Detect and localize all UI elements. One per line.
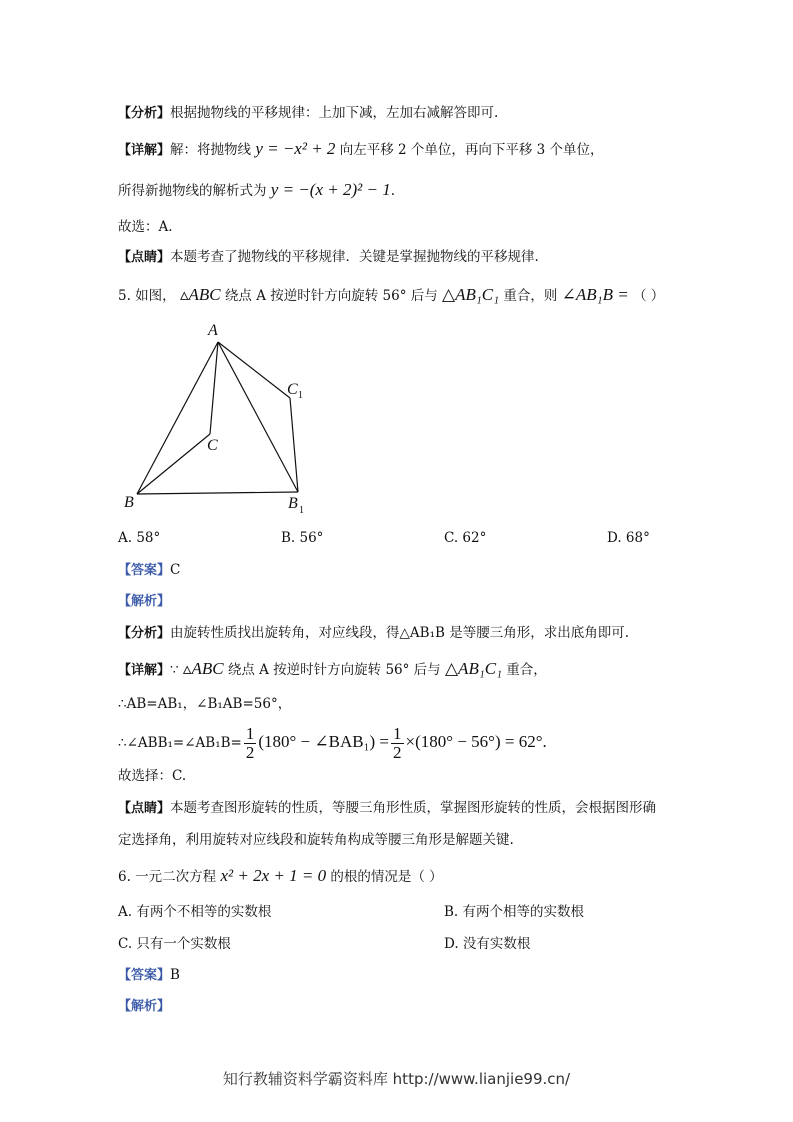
q5-option-b[interactable]: B. 56° — [281, 530, 324, 546]
comment-text: 本题考查了抛物线的平移规律．关键是掌握抛物线的平移规律. — [170, 249, 539, 265]
segment-cb — [137, 434, 210, 494]
q5-explain — [118, 591, 170, 612]
detail-tag: 【详解】 — [118, 143, 171, 158]
question-number: 5. 如图， — [118, 288, 176, 304]
q5-detail — [118, 659, 547, 681]
q6-explain — [118, 996, 170, 1017]
analysis-text: 根据抛物线的平移规律：上加下减，左加右减解答即可. — [170, 105, 499, 121]
analysis-text: 由旋转性质找出旋转角，对应线段，得△AB₁B 是等腰三角形，求出底角即可. — [170, 625, 629, 641]
q5-stem — [118, 285, 664, 306]
label-c1-sub: 1 — [298, 390, 303, 401]
segment-bb1 — [137, 492, 298, 494]
q5-choice: 故选择：C. — [118, 768, 187, 784]
answer-paren: （ ） — [632, 288, 665, 304]
result-formula: y = −(x + 2)² − 1 — [270, 180, 391, 199]
rotation-figure — [110, 318, 330, 518]
answer-tag: 【答案】 — [118, 968, 171, 983]
stem-text: 绕点 A 按逆时针方向旋转 56° 后与 — [224, 288, 438, 304]
q5-analysis — [118, 623, 629, 644]
q4-result — [118, 180, 395, 201]
parabola-formula: y = −x² + 2 — [255, 139, 336, 158]
comment-tag: 【点睛】 — [118, 250, 171, 265]
triangle-abc: ▵ABC — [179, 285, 221, 304]
detail-tag: 【详解】 — [118, 663, 171, 678]
q6-answer — [118, 965, 180, 986]
comment-text: 本题考查图形旋转的性质，等腰三角形性质，掌握图形旋转的性质，会根据图形确 — [170, 800, 657, 816]
answer-value: C — [170, 562, 181, 578]
footer-watermark: 知行教辅资料学霸资料库 http://www.lianjie99.cn/ — [222, 1070, 571, 1088]
answer-value: B — [170, 967, 180, 983]
equation-prefix: ∴∠ABB₁=∠AB₁B= — [118, 735, 242, 751]
segment-ab — [137, 342, 218, 494]
comment-tag: 【点睛】 — [118, 801, 171, 816]
stem-text: 的根的情况是（ ） — [330, 869, 443, 885]
q4-detail — [118, 139, 604, 161]
angle-ab1b: ∠AB₁B = — [561, 285, 629, 304]
fraction-half: $\frac{1}{2}$ — [245, 724, 255, 762]
q6-option-a[interactable]: A. 有两个不相等的实数根 — [118, 904, 272, 920]
triangle-ab1c1: △AB₁C₁ — [442, 285, 500, 304]
result-end: . — [390, 183, 395, 199]
q5-option-d[interactable]: D. 68° — [607, 530, 650, 546]
label-b1-sub: 1 — [299, 505, 304, 516]
analysis-tag: 【分析】 — [118, 626, 171, 641]
detail-text: 重合， — [506, 662, 547, 678]
explain-tag: 【解析】 — [118, 594, 171, 609]
segment-c1b1 — [290, 398, 298, 492]
answer-tag: 【答案】 — [118, 563, 171, 578]
q5-option-a[interactable]: A. 58° — [118, 530, 161, 546]
detail-text: 向左平移 2 个单位，再向下平移 3 个单位， — [339, 142, 604, 158]
q6-option-b[interactable]: B. 有两个相等的实数根 — [444, 904, 585, 920]
because-symbol: ∵ — [170, 662, 179, 678]
detail-text: 解：将抛物线 — [170, 142, 252, 158]
equation-end: ×(180° − 56°) = 62°. — [405, 732, 547, 751]
fraction-half: $\frac{1}{2}$ — [393, 724, 402, 762]
explain-tag: 【解析】 — [118, 999, 171, 1014]
q5-therefore-1: ∴AB=AB₁，∠B₁AB=56°， — [118, 696, 292, 712]
label-b: B — [124, 494, 134, 511]
q5-therefore-2 — [118, 723, 547, 762]
q4-analysis — [118, 103, 498, 124]
label-a: A — [208, 322, 218, 339]
q5-answer — [118, 560, 180, 581]
stem-text: 重合，则 — [503, 288, 558, 304]
q5-comment — [118, 798, 656, 819]
q4-choice: 故选：A. — [118, 219, 173, 235]
label-b1: B — [288, 495, 298, 512]
detail-text: 绕点 A 按逆时针方向旋转 56° 后与 — [227, 662, 441, 678]
q6-option-c[interactable]: C. 只有一个实数根 — [118, 936, 231, 952]
q4-comment — [118, 247, 539, 268]
result-text: 所得新抛物线的解析式为 — [118, 183, 267, 199]
triangle-abc: ▵ABC — [182, 659, 224, 678]
q6-option-d[interactable]: D. 没有实数根 — [444, 936, 531, 952]
triangle-ab1c1: △AB₁C₁ — [444, 659, 502, 678]
question-number: 6. 一元二次方程 — [118, 869, 217, 885]
q6-stem — [118, 866, 443, 887]
label-c1: C — [287, 381, 298, 398]
segment-ab1 — [218, 342, 298, 492]
label-c: C — [207, 437, 218, 454]
quadratic-equation: x² + 2x + 1 = 0 — [220, 866, 327, 885]
q5-comment-cont: 定选择角，利用旋转对应线段和旋转角构成等腰三角形是解题关键. — [118, 832, 514, 848]
segment-ac1 — [218, 342, 290, 398]
analysis-tag: 【分析】 — [118, 106, 171, 121]
q5-option-c[interactable]: C. 62° — [444, 530, 487, 546]
equation-middle: (180° − ∠BAB₁) = — [258, 732, 390, 751]
